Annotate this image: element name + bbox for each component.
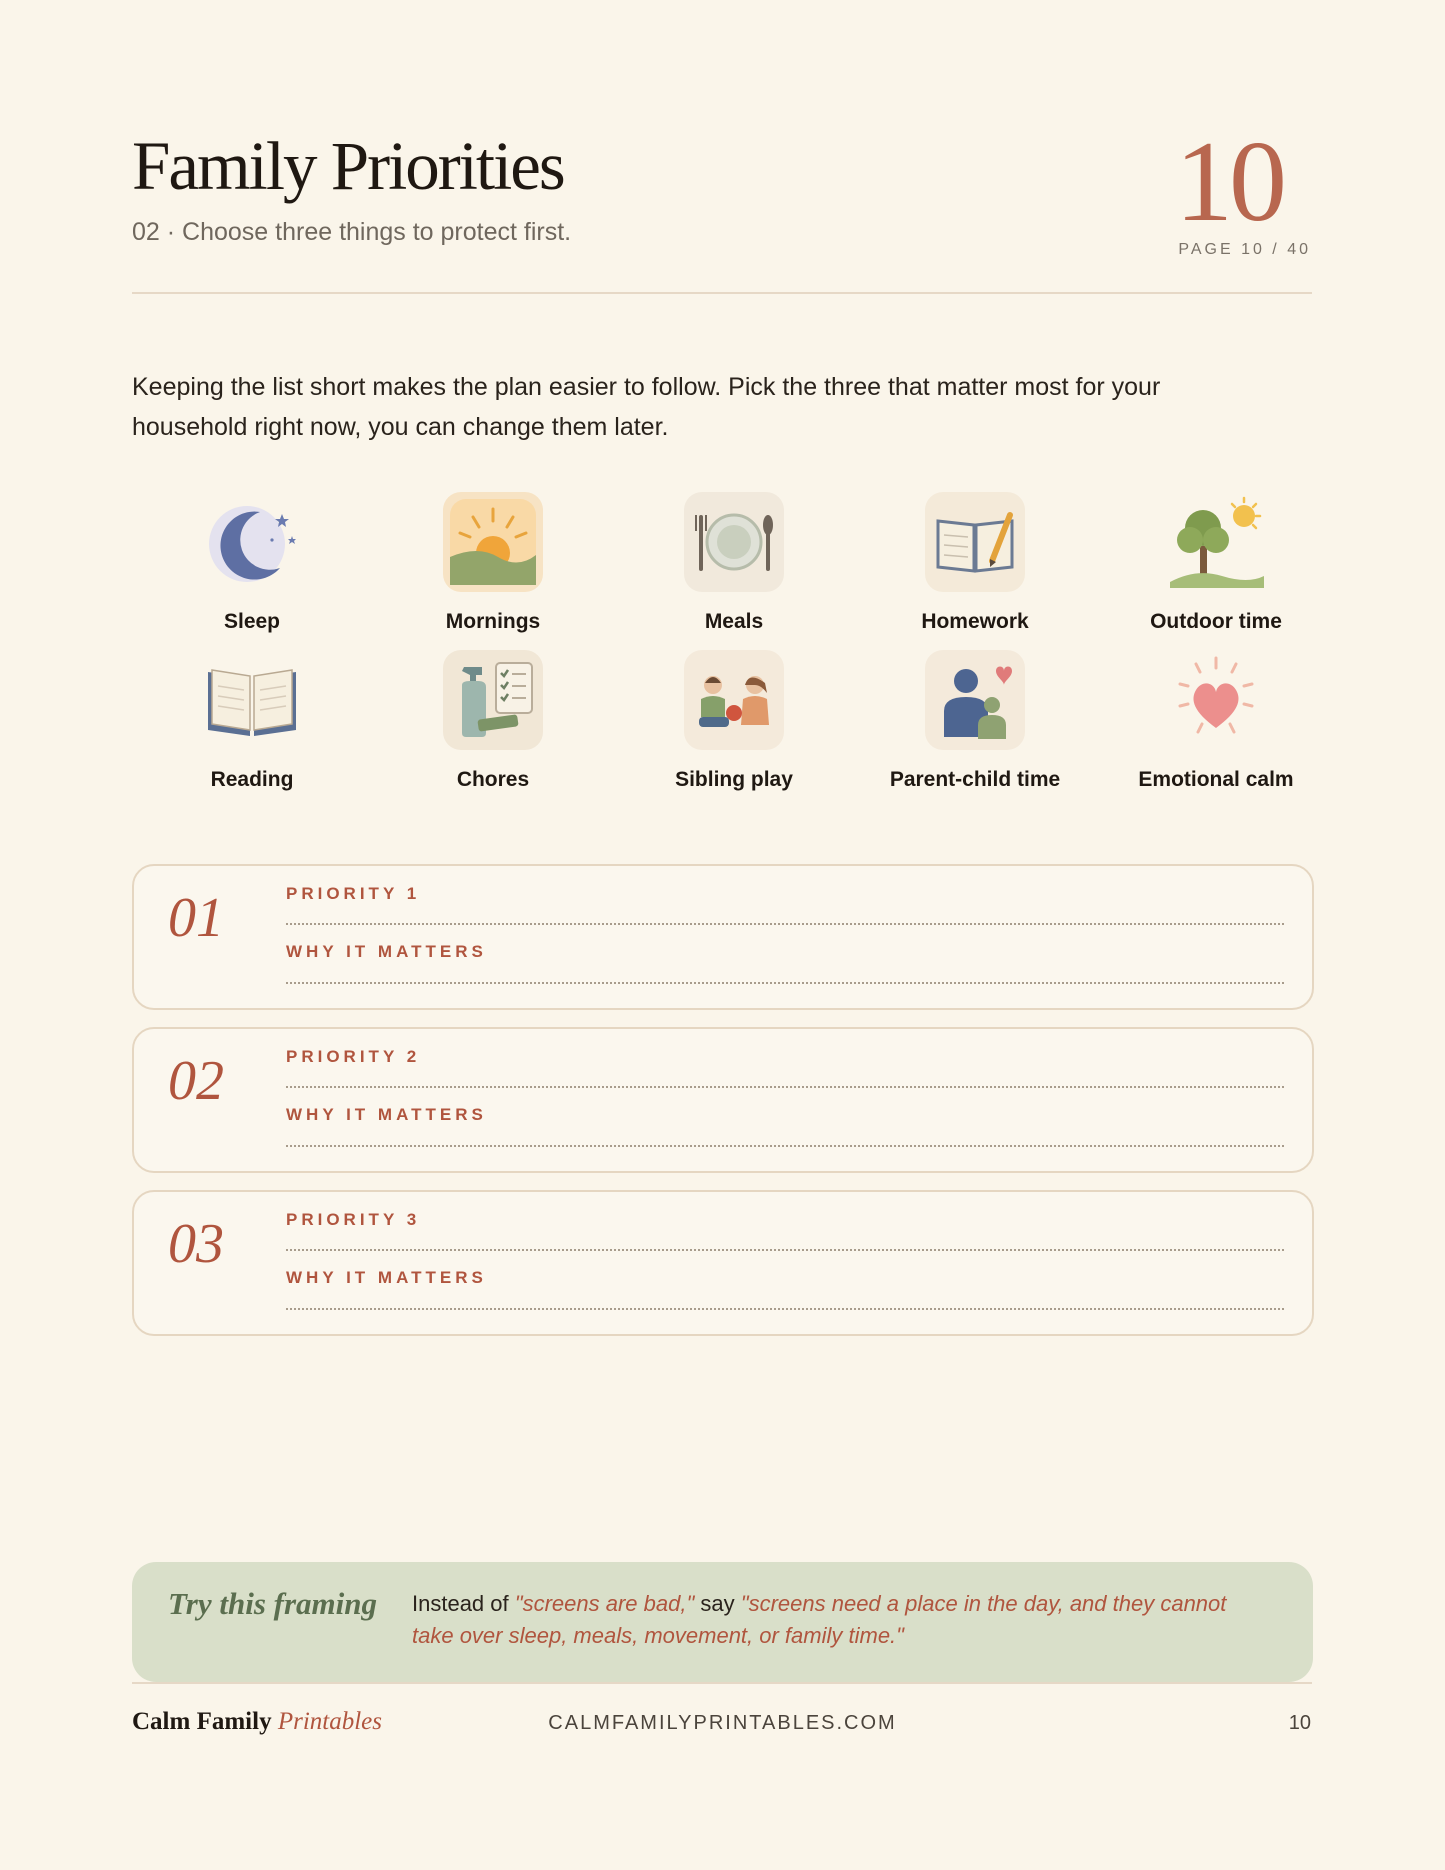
category-label: Mornings bbox=[445, 610, 541, 633]
category-sleep bbox=[132, 492, 372, 634]
category-label: Emotional calm bbox=[1138, 768, 1294, 791]
priority-write-line[interactable] bbox=[286, 1086, 1284, 1088]
priority-number: 01 bbox=[168, 887, 224, 949]
category-label: Outdoor time bbox=[1150, 610, 1282, 633]
why-write-line[interactable] bbox=[286, 982, 1284, 984]
tip-quote-good: "screens need a place in the day, and they cannot take over sleep, meals, movement, or family time." bbox=[412, 1591, 1227, 1648]
category-sibling-play bbox=[614, 650, 854, 792]
open-book-icon bbox=[202, 650, 302, 750]
brand-name: Calm Family bbox=[132, 1708, 272, 1735]
framing-tip-box bbox=[132, 1562, 1313, 1682]
category-emotional-calm bbox=[1096, 650, 1336, 792]
priority-card-3 bbox=[132, 1190, 1314, 1336]
category-label: Reading bbox=[210, 768, 294, 791]
why-write-line[interactable] bbox=[286, 1145, 1284, 1147]
category-label: Sibling play bbox=[675, 768, 793, 791]
priority-label: PRIORITY 1 bbox=[286, 884, 421, 903]
open-notebook-pencil-icon bbox=[925, 492, 1025, 592]
tip-instead: Instead of bbox=[412, 1591, 509, 1616]
priority-write-line[interactable] bbox=[286, 923, 1284, 925]
category-meals bbox=[614, 492, 854, 634]
footer-divider bbox=[132, 1682, 1312, 1684]
priority-card-2 bbox=[132, 1027, 1314, 1173]
category-outdoor-time bbox=[1096, 492, 1336, 634]
tip-say: say bbox=[700, 1591, 735, 1616]
category-label: Sleep bbox=[223, 610, 281, 633]
intro-text: Keeping the list short makes the plan easier to follow. Pick the three that matter most for your household right now, you can change them later. bbox=[132, 373, 1161, 441]
tree-sun-icon bbox=[1166, 492, 1266, 592]
sunrise-icon bbox=[443, 492, 543, 592]
priority-number: 03 bbox=[168, 1213, 224, 1275]
header-divider bbox=[132, 292, 1312, 294]
tip-title: Try this framing bbox=[168, 1586, 377, 1621]
brand-accent: Printables bbox=[277, 1708, 382, 1735]
category-homework bbox=[855, 492, 1095, 634]
spray-bottle-checklist-icon bbox=[443, 650, 543, 750]
category-mornings bbox=[373, 492, 613, 634]
page-title: Family Priorities bbox=[132, 128, 564, 204]
category-chores bbox=[373, 650, 613, 792]
category-parent-child-time bbox=[855, 650, 1095, 792]
category-label: Meals bbox=[704, 610, 764, 633]
heart-icon bbox=[1166, 650, 1266, 750]
parent-child-heart-icon bbox=[925, 650, 1025, 750]
two-children-ball-icon bbox=[684, 650, 784, 750]
priority-number: 02 bbox=[168, 1050, 224, 1112]
category-reading bbox=[132, 650, 372, 792]
why-label: WHY IT MATTERS bbox=[286, 1268, 487, 1287]
priority-write-line[interactable] bbox=[286, 1249, 1284, 1251]
priority-label: PRIORITY 2 bbox=[286, 1047, 421, 1066]
category-label: Parent-child time bbox=[889, 768, 1061, 791]
tip-body bbox=[412, 1588, 1242, 1652]
footer-website[interactable]: CALMFAMILYPRINTABLES.COM bbox=[548, 1712, 897, 1734]
category-label: Homework bbox=[921, 610, 1029, 633]
why-write-line[interactable] bbox=[286, 1308, 1284, 1310]
page-number-large: 10 bbox=[1175, 118, 1283, 246]
plate-utensils-icon bbox=[684, 492, 784, 592]
priority-label: PRIORITY 3 bbox=[286, 1210, 421, 1229]
page-subtitle: 02 · Choose three things to protect first. bbox=[132, 218, 572, 246]
page-counter: PAGE 10 / 40 bbox=[1178, 241, 1311, 258]
priority-card-1 bbox=[132, 864, 1314, 1010]
category-label: Chores bbox=[456, 768, 530, 791]
why-label: WHY IT MATTERS bbox=[286, 1105, 487, 1124]
why-label: WHY IT MATTERS bbox=[286, 942, 487, 961]
footer-page-number: 10 bbox=[1288, 1712, 1311, 1734]
tip-quote-bad: "screens are bad," bbox=[514, 1591, 695, 1616]
moon-stars-icon bbox=[202, 492, 302, 592]
